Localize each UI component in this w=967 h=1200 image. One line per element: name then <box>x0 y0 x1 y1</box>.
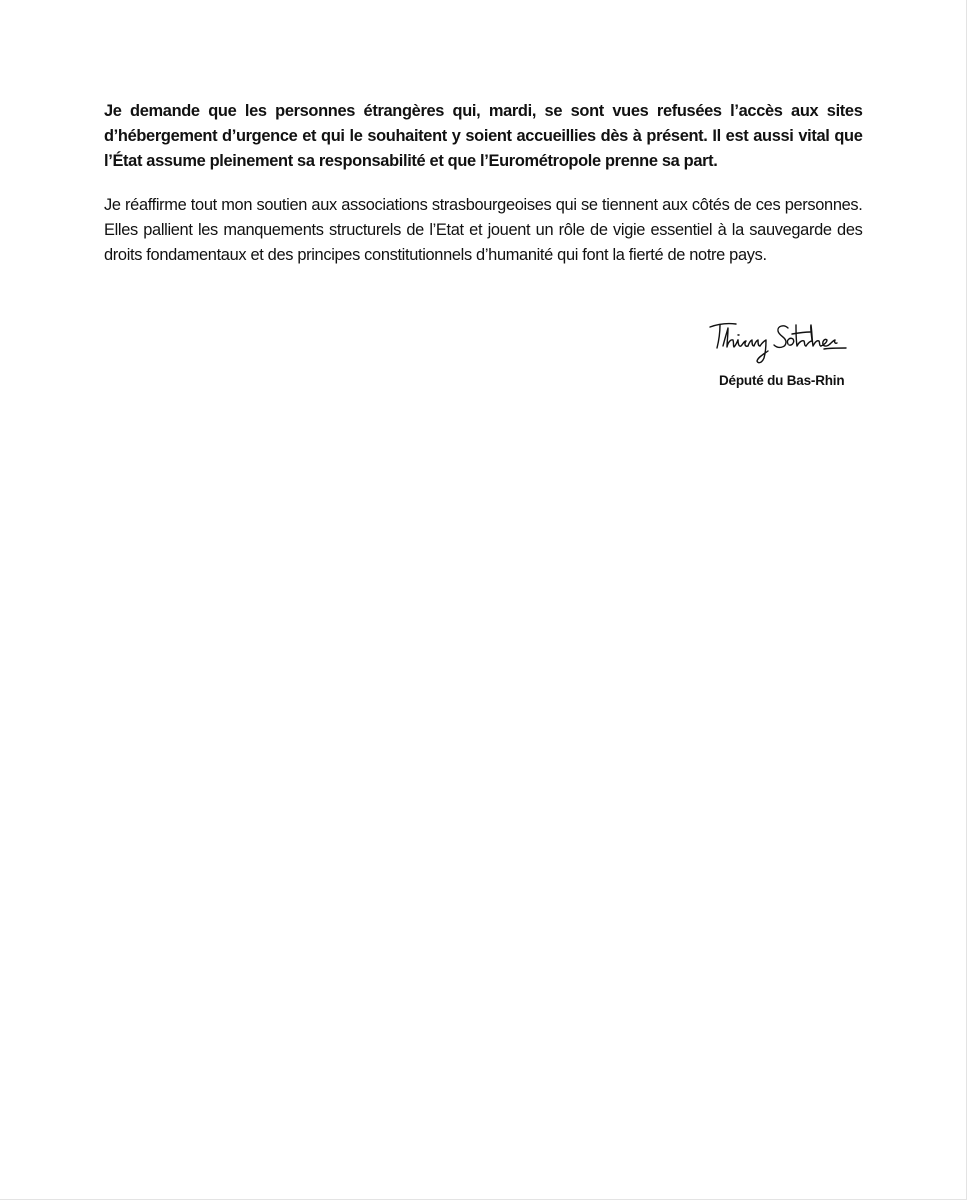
signature-title: Député du Bas-Rhin <box>719 373 845 388</box>
paragraph-support: Je réaffirme tout mon soutien aux associations strasbourgeoises qui se tiennent aux côtés de ces personnes. Elles pallient les manquements structurels de l’Etat et jouent un rôle de vigie essentiel à la sauvegarde des droits fondamentaux et des principes constitutionnels d’humanité qui font la fierté de notre pays. <box>104 195 863 264</box>
document-body <box>104 98 862 267</box>
signature-block <box>700 318 850 398</box>
handwritten-signature <box>706 318 848 370</box>
paragraph-request: Je demande que les personnes étrangères qui, mardi, se sont vues refusées l’accès aux sites d’hébergement d’urgence et qui le souhaitent y soient accueillies dès à présent. Il est aussi vital que l’État assume pleinement sa responsabilité et que l’Eurométropole prenne sa part. <box>104 101 863 170</box>
